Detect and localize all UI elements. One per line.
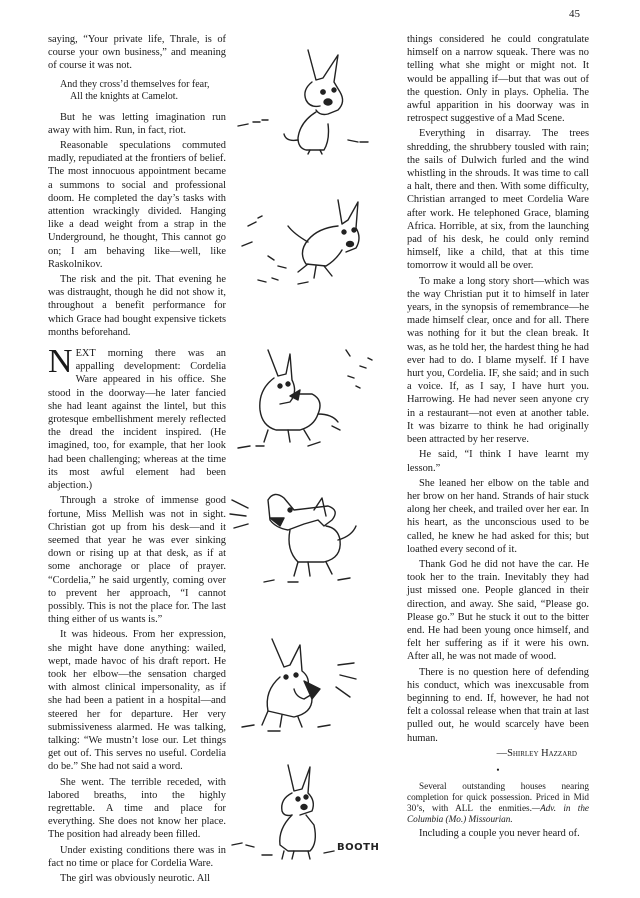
paragraph-text: EXT morning there was an appalling development: Cordelia Ware appeared in his office. She stood in the doorway—he later fancied she had leant against the lintel, but this grotesque embellishment merely reflected the dread the incident inspired. (He imagined, too, for example, that her look had been challenging; whereas at the time its most awful element had been abjection.): [48, 348, 226, 492]
paragraph: She leaned her elbow on the table and her brow on her hand. Strands of hair stuck along her cheek, and trailed over her ear. In his heart, as the unconscious used to be called, he knew he had asked for this; but loathed every second of it.: [407, 477, 589, 555]
paragraph: The girl was obviously neurotic. All: [60, 872, 211, 884]
newsbreak-text: Several outstanding houses nearing completion for quick possession. Priced in Mid 30’s, with ALL the enmities.: [407, 781, 589, 814]
verse-line: And they cross’d themselves for fear,: [60, 78, 210, 90]
cartoon-panel-dog-barking-forward: [230, 494, 356, 582]
author-signature: —Shirley Hazzard: [496, 747, 577, 759]
paragraph: To make a long story short—which was the way Christian put it to himself in later years, in the synopsis of remembrance—he made himself clear, once and for all. There was nothing for it but the clean break. It was, as he told her, the hardest thing he had ever had to do. I blame myself. If I have hurt you, Cordelia. IF, she said; and in such a voice. If, as I say, I have hurt you. Harrowing. He had never seen anyone cry in a restaurant—not even at another table. It was bizarre to think he had originally been attracted by her reserve.: [407, 275, 589, 446]
cartoon-panel-dog-howling: [242, 639, 356, 731]
paragraph: Under existing conditions there was in fact no time or place for Cordelia Ware.: [48, 844, 226, 869]
paragraph: things considered he could congratulate himself on a narrow squeak. There was no telling what she might or might not. It would be appalling if—but that was out of the question. Only in plays. Ophelia. The awful apparition in his doorway was in retrospect suggestive of a Mad Scene.: [407, 34, 589, 125]
verse-line: All the knights at Camelot.: [70, 90, 179, 102]
cartoon-panel-dog-sitting-calm: [232, 765, 334, 859]
newsbreak-quote: [407, 781, 589, 825]
paragraph: But he was letting imagination run away with him. Run, in fact, riot.: [48, 111, 226, 136]
cartoon-panel-dog-barking-up: [238, 350, 372, 448]
left-column: [48, 33, 226, 887]
right-column: [407, 33, 589, 842]
cartoon-panel-dog-sitting: [238, 50, 368, 154]
paragraph: There is no question here of defending his conduct, which was inexcusable from beginning to end. If, however, he had not felt a colossal release when that train at last pulled out, he would scarcely have been human.: [407, 666, 589, 744]
section-bullet: •: [496, 764, 500, 775]
paragraph: saying, “Your private life, Thrale, is of course your own business,” and meaning of course it was not.: [48, 34, 226, 72]
section-paragraph: [48, 343, 226, 492]
paragraph: Through a stroke of immense good fortune, Miss Mellish was not in sight. Christian got up from his desk—and it seemed that year he was ever sinking down or rising up at that desk, as if at some anchorage or place of prayer. “Cordelia,” he said urgently, coming over to prevent her approach, “I cannot possibly. This is not the place for. The last thing either of us wants is.”: [48, 495, 226, 626]
newsbreak-source: —Adv. in the Columbia (Mo.) Missourian.: [407, 803, 590, 825]
drop-cap: N: [48, 343, 73, 381]
paragraph: Reasonable speculations commuted madly, repudiated at the frontiers of belief. The most innocuous appointment became a summons to social and professional doom. He completed the day’s tasks with attention wrackingly divided. Hanging like a dead weight from a strap in the Underground, he thought, This cannot go on; I am behaving like—well, like Raskolnikov.: [48, 140, 226, 270]
verse-quote: [60, 79, 226, 103]
paragraph: He said, “I think I have learnt my lesson.”: [407, 449, 589, 474]
dog-cartoon-strip: [228, 30, 406, 870]
paragraph: Thank God he did not have the car. He took her to the train. Inevitably they had just missed one. People glanced in their direction, and away. She said, “Please go. Please go.” But he stuck it out to the bitter end. He had been young once himself, and felt her suffering as if it were his own. After all, he was not made of wood.: [407, 558, 589, 663]
page-number: 45: [569, 8, 580, 20]
paragraph: The risk and the pit. That evening he was distraught, though he did not show it, throughout a benefit performance for which Grace had bought expensive tickets months beforehand.: [48, 274, 226, 338]
paragraph: She went. The terrible receded, with labored breaths, into the highly regrettable. A time and place for everything. She does not know her place. The position had already been filled.: [48, 776, 226, 841]
paragraph: Everything in disarray. The trees shredding, the shrubbery tousled with rain; the sails of Dulwich furled and the wind whistling in the shrouds. It was time to call a halt, there and then. With some difficulty, Christian arranged to meet Cordelia Ware after work. He telephoned Grace, blaming Africa. Horrible, at six, from the launching pad of his desk, he could only remind himself, like a child, that at this time tomorrow it would all be over.: [407, 128, 589, 272]
artist-signature: BOOTH: [337, 842, 380, 853]
paragraph: It was hideous. From her expression, she might have done anything: wailed, wept, made havoc of his draft report. He took her elbow—the sensation charged with almost clinical impersonality, as if she had been a patient in a hospital—and steered her for departure. Her very submissiveness alarmed. He was talking, talking: “We mustn’t lose our. Let things get out of. This serves no useful. Cordelia do be.” She had not said a word.: [48, 629, 226, 773]
newsbreak-comment: Including a couple you never heard of.: [419, 828, 580, 840]
cartoon-panel-dog-running: [242, 200, 359, 284]
